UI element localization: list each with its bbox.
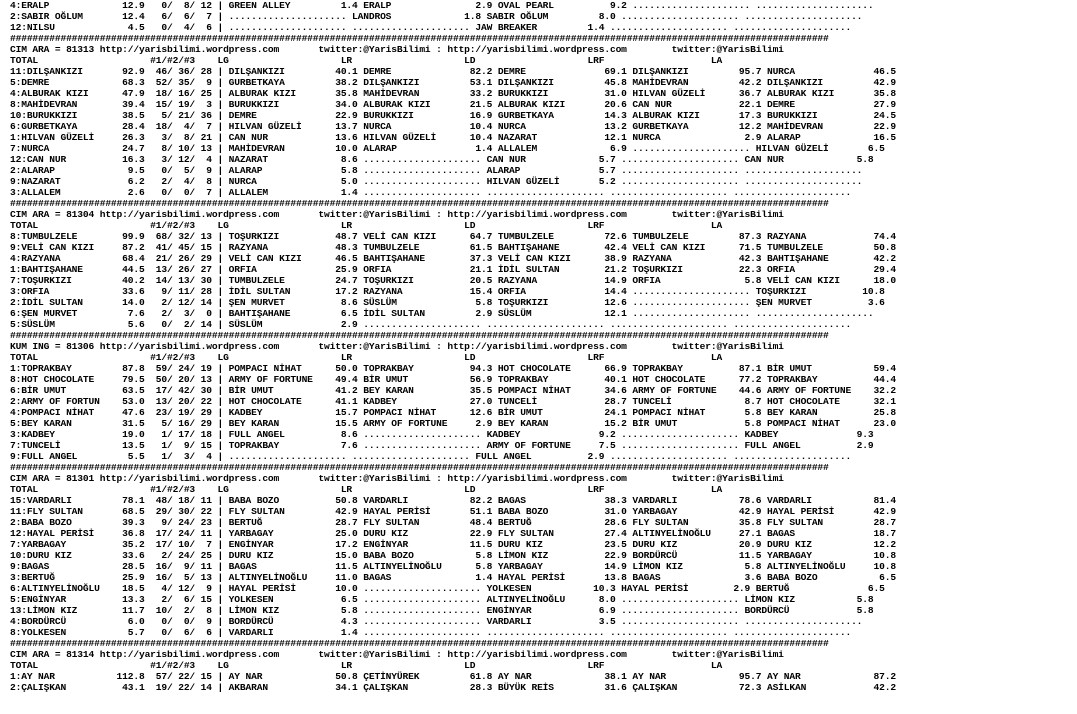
text-line: 15:VARDARLI 78.1 48/ 18/ 11 | BABA BOZO 50.8 VARDARLI 82.2 BAGAS 38.3 VARDARLI 78.6 VARDARLI 81.4 bbox=[10, 495, 896, 506]
text-line: 4:ALBURAK KIZI 47.9 18/ 16/ 25 | ALBURAK KIZI 35.8 MAHİDEVRAN 33.2 BURUKKIZI 31.0 HILVAN GÜZELİ 36.7 ALBURAK KIZI 35.8 bbox=[10, 88, 896, 99]
text-line: 1:AY NAR 112.8 57/ 22/ 15 | AY NAR 50.8 ÇETİNYÜREK 61.8 AY NAR 38.1 AY NAR 95.7 AY NAR 87.2 bbox=[10, 671, 896, 682]
text-line: 3:KADBEY 19.0 1/ 17/ 18 | FULL ANGEL 8.6 ..................... KADBEY 9.2 ..................... KADBEY 9.3 bbox=[10, 429, 874, 440]
text-line: 5:SÜSLÜM 5.6 0/ 2/ 14 | SÜSLÜM 2.9 ..................... ..................... ..................... ..................... bbox=[10, 319, 852, 330]
text-line: 8:TUMBULZELE 99.9 68/ 32/ 13 | TOŞURKIZI 48.7 VELİ CAN KIZI 64.7 TUMBULZELE 72.6 TUMBULZELE 87.3 RAZYANA 74.4 bbox=[10, 231, 896, 242]
text-line: 9:VELİ CAN KIZI 87.2 41/ 45/ 15 | RAZYANA 48.3 TUMBULZELE 61.5 BAHTIŞAHANE 42.4 VELİ CAN KIZI 71.5 TUMBULZELE 50.8 bbox=[10, 242, 896, 253]
text-line: 7:NURCA 24.7 8/ 10/ 13 | MAHİDEVRAN 10.0 ALARAP 1.4 ALLALEM 6.9 ..................... HILVAN GÜZELİ 6.5 bbox=[10, 143, 885, 154]
text-line: 7:TUNCELİ 13.5 1/ 9/ 15 | TOPRAKBAY 7.6 ..................... ARMY OF FORTUNE 7.5 ..................... FULL ANGEL 2.9 bbox=[10, 440, 874, 451]
separator-line: ################################################################################################################################################## bbox=[10, 330, 829, 341]
text-lines bbox=[10, 0, 1077, 693]
text-line: 8:YOLKESEN 5.7 0/ 6/ 6 | VARDARLI 1.4 ..................... ..................... ..................... ..................... bbox=[10, 627, 852, 638]
text-line: 11:FLY SULTAN 68.5 29/ 30/ 22 | FLY SULTAN 42.9 HAYAL PERİSİ 51.1 BABA BOZO 31.0 YARBAGAY 42.9 HAYAL PERİSİ 42.9 bbox=[10, 506, 896, 517]
text-line: 6:ALTINYELİNOĞLU 18.5 4/ 12/ 9 | HAYAL PERİSİ 10.0 ..................... YOLKESEN 10.3 HAYAL PERİSİ 2.9 BERTUĞ 6.5 bbox=[10, 583, 885, 594]
text-line: 7:YARBAGAY 35.2 17/ 10/ 7 | ENGİNYAR 17.2 ENGİNYAR 11.5 DURU KIZ 23.5 DURU KIZ 20.9 DURU KIZ 12.2 bbox=[10, 539, 896, 550]
text-line: TOTAL #1/#2/#3 LG LR LD LRF LA bbox=[10, 220, 723, 231]
text-line: TOTAL #1/#2/#3 LG LR LD LRF LA bbox=[10, 55, 723, 66]
text-line: 9:NAZARAT 6.2 2/ 4/ 8 | NURCA 5.0 ..................... HILVAN GÜZELİ 5.2 ..................... ..................... bbox=[10, 176, 863, 187]
text-line: 3:ORFIA 33.6 9/ 11/ 28 | İDİL SULTAN 17.2 RAZYANA 15.4 ORFIA 14.4 ..................... TOŞURKIZI 10.8 bbox=[10, 286, 885, 297]
text-line: 6:BİR UMUT 63.5 17/ 42/ 30 | BİR UMUT 41.2 BEY KARAN 35.5 POMPACI NİHAT 34.6 ARMY OF FORTUNE 44.6 ARMY OF FORTUNE 32.2 bbox=[10, 385, 896, 396]
text-line: 4:POMPACI NİHAT 47.6 23/ 19/ 29 | KADBEY 15.7 POMPACI NİHAT 12.6 BİR UMUT 24.1 POMPACI NİHAT 5.8 BEY KARAN 25.8 bbox=[10, 407, 896, 418]
separator-line: ################################################################################################################################################## bbox=[10, 198, 829, 209]
text-line: 8:HOT CHOCOLATE 79.5 50/ 20/ 13 | ARMY OF FORTUNE 49.4 BİR UMUT 56.9 TOPRAKBAY 40.1 HOT CHOCOLATE 77.2 TOPRAKBAY 44.4 bbox=[10, 374, 896, 385]
text-line: 1:TOPRAKBAY 87.8 59/ 24/ 19 | POMPACI NİHAT 50.0 TOPRAKBAY 94.3 HOT CHOCOLATE 66.9 TOPRAKBAY 87.1 BİR UMUT 59.4 bbox=[10, 363, 896, 374]
text-line: 3:BERTUĞ 25.9 16/ 5/ 13 | ALTINYELİNOĞLU 11.0 BAGAS 1.4 HAYAL PERİSİ 13.8 BAGAS 3.6 BABA BOZO 6.5 bbox=[10, 572, 896, 583]
text-line: 9:FULL ANGEL 5.5 1/ 3/ 4 | ..................... ..................... FULL ANGEL 2.9 ..................... ..................... bbox=[10, 451, 852, 462]
text-line: 2:ARMY OF FORTUN 53.0 13/ 20/ 22 | HOT CHOCOLATE 41.1 KADBEY 27.0 TUNCELİ 28.7 TUNCELİ 8.7 HOT CHOCOLATE 32.1 bbox=[10, 396, 896, 407]
text-line: 7:TOŞURKIZI 40.2 14/ 13/ 30 | TUMBULZELE 24.7 TOŞURKIZI 20.5 RAZYANA 14.9 ORFIA 5.8 VELİ CAN KIZI 18.0 bbox=[10, 275, 896, 286]
text-line: 3:ALLALEM 2.6 0/ 0/ 7 | ALLALEM 1.4 ..................... ..................... ..................... ..................... bbox=[10, 187, 852, 198]
separator-line: ################################################################################################################################################## bbox=[10, 33, 829, 44]
text-line: CIM ARA = 81301 http://yarisbilimi.wordpress.com twitter:@YarisBilimi : http://yarisbilimi.wordpress.com twitter:@YarisBilimi bbox=[10, 473, 784, 484]
text-line: 12:NILSU 4.5 0/ 4/ 6 | ..................... ..................... JAW BREAKER 1.4 ..................... ..................... bbox=[10, 22, 852, 33]
text-line: 6:GURBETKAYA 28.4 18/ 4/ 7 | HILVAN GÜZELİ 13.7 NURCA 10.4 NURCA 13.2 GURBETKAYA 12.2 MAHİDEVRAN 22.9 bbox=[10, 121, 896, 132]
text-line: KUM ING = 81306 http://yarisbilimi.wordpress.com twitter:@YarisBilimi : http://yarisbilimi.wordpress.com twitter:@YarisBilimi bbox=[10, 341, 784, 352]
text-line: 5:ENGİNYAR 13.3 2/ 6/ 15 | YOLKESEN 6.5 ..................... ALTINYELİNOĞLU 8.0 ..................... LİMON KIZ 5.8 bbox=[10, 594, 874, 605]
text-line: 10:BURUKKIZI 38.5 5/ 21/ 36 | DEMRE 22.9 BURUKKIZI 16.9 GURBETKAYA 14.3 ALBURAK KIZI 17.3 BURUKKIZI 24.5 bbox=[10, 110, 896, 121]
text-line: 11:DILŞANKIZI 92.9 46/ 36/ 28 | DILŞANKIZI 40.1 DEMRE 82.2 DEMRE 69.1 DILŞANKIZI 95.7 NURCA 46.5 bbox=[10, 66, 896, 77]
text-line: 1:HILVAN GÜZELİ 26.3 3/ 8/ 21 | CAN NUR 13.6 HILVAN GÜZELİ 10.4 NAZARAT 12.1 NURCA 2.9 ALARAP 16.5 bbox=[10, 132, 896, 143]
text-line: 2:İDİL SULTAN 14.0 2/ 12/ 14 | ŞEN MURVET 8.6 SÜSLÜM 5.8 TOŞURKIZI 12.6 ..................... ŞEN MURVET 3.6 bbox=[10, 297, 885, 308]
separator-line: ################################################################################################################################################## bbox=[10, 462, 829, 473]
text-line: 5:DEMRE 68.3 52/ 35/ 9 | GURBETKAYA 38.2 DILŞANKIZI 53.1 DILŞANKIZI 45.8 MAHİDEVRAN 42.2 DILŞANKIZI 42.9 bbox=[10, 77, 896, 88]
text-line: 4:BORDÜRCÜ 6.0 0/ 0/ 9 | BORDÜRCÜ 4.3 ..................... VARDARLI 3.5 ..................... ..................... bbox=[10, 616, 863, 627]
text-line: 4:RAZYANA 68.4 21/ 26/ 29 | VELİ CAN KIZI 46.5 BAHTIŞAHANE 37.3 VELİ CAN KIZI 38.9 RAZYANA 42.3 BAHTIŞAHANE 42.2 bbox=[10, 253, 896, 264]
text-line: TOTAL #1/#2/#3 LG LR LD LRF LA bbox=[10, 484, 723, 495]
text-line: TOTAL #1/#2/#3 LG LR LD LRF LA bbox=[10, 660, 723, 671]
text-line: CIM ARA = 81313 http://yarisbilimi.wordpress.com twitter:@YarisBilimi : http://yarisbilimi.wordpress.com twitter:@YarisBilimi bbox=[10, 44, 784, 55]
text-line: 5:BEY KARAN 31.5 5/ 16/ 29 | BEY KARAN 15.5 ARMY OF FORTUNE 2.9 BEY KARAN 15.2 BİR UMUT 5.8 POMPACI NİHAT 23.0 bbox=[10, 418, 896, 429]
text-line: 9:BAGAS 28.5 16/ 9/ 11 | BAGAS 11.5 ALTINYELİNOĞLU 5.8 YARBAGAY 14.9 LİMON KIZ 5.8 ALTINYELİNOĞLU 10.8 bbox=[10, 561, 896, 572]
text-line: 12:CAN NUR 16.3 3/ 12/ 4 | NAZARAT 8.6 ..................... CAN NUR 5.7 ..................... CAN NUR 5.8 bbox=[10, 154, 874, 165]
text-line: 8:MAHİDEVRAN 39.4 15/ 19/ 3 | BURUKKIZI 34.0 ALBURAK KIZI 21.5 ALBURAK KIZI 20.6 CAN NUR 22.1 DEMRE 27.9 bbox=[10, 99, 896, 110]
text-line: 2:ALARAP 9.5 0/ 5/ 9 | ALARAP 5.8 ..................... ALARAP 5.7 ..................... ..................... bbox=[10, 165, 863, 176]
text-line: 13:LİMON KIZ 11.7 10/ 2/ 8 | LİMON KIZ 5.8 ..................... ENGİNYAR 6.9 ..................... BORDÜRCÜ 5.8 bbox=[10, 605, 874, 616]
text-line: 4:ERALP 12.9 0/ 8/ 12 | GREEN ALLEY 1.4 ERALP 2.9 OVAL PEARL 9.2 ..................... ..................... bbox=[10, 0, 874, 11]
text-line: TOTAL #1/#2/#3 LG LR LD LRF LA bbox=[10, 352, 723, 363]
separator-line: ################################################################################################################################################## bbox=[10, 638, 829, 649]
text-line: 12:HAYAL PERİSİ 36.8 17/ 24/ 11 | YARBAGAY 25.0 DURU KIZ 22.9 FLY SULTAN 27.4 ALTINYELİNOĞLU 27.1 BAGAS 18.7 bbox=[10, 528, 896, 539]
text-line: 2:BABA BOZO 39.3 9/ 24/ 23 | BERTUĞ 28.7 FLY SULTAN 48.4 BERTUĞ 28.6 FLY SULTAN 35.8 FLY SULTAN 28.7 bbox=[10, 517, 896, 528]
text-line: 2:ÇALIŞKAN 43.1 19/ 22/ 14 | AKBARAN 34.1 ÇALIŞKAN 28.3 BÜYÜK REİS 31.6 ÇALIŞKAN 72.3 ASİLKAN 42.2 bbox=[10, 682, 896, 693]
text-line: 10:DURU KIZ 33.6 2/ 24/ 25 | DURU KIZ 15.0 BABA BOZO 5.8 LİMON KIZ 22.9 BORDÜRCÜ 11.5 YARBAGAY 10.8 bbox=[10, 550, 896, 561]
text-line: CIM ARA = 81314 http://yarisbilimi.wordpress.com twitter:@YarisBilimi : http://yarisbilimi.wordpress.com twitter:@YarisBilimi bbox=[10, 649, 784, 660]
text-line: CIM ARA = 81304 http://yarisbilimi.wordpress.com twitter:@YarisBilimi : http://yarisbilimi.wordpress.com twitter:@YarisBilimi bbox=[10, 209, 784, 220]
text-line: 6:ŞEN MURVET 7.6 2/ 3/ 0 | BAHTIŞAHANE 6.5 İDİL SULTAN 2.9 SÜSLÜM 12.1 ..................... ..................... bbox=[10, 308, 874, 319]
text-line: 2:SABIR OĞLUM 12.4 6/ 6/ 7 | ..................... LANDROS 1.8 SABIR OĞLUM 8.0 ..................... ..................... bbox=[10, 11, 863, 22]
text-line: 1:BAHTIŞAHANE 44.5 13/ 26/ 27 | ORFIA 25.9 ORFIA 21.1 İDİL SULTAN 21.2 TOŞURKIZI 22.3 ORFIA 29.4 bbox=[10, 264, 896, 275]
